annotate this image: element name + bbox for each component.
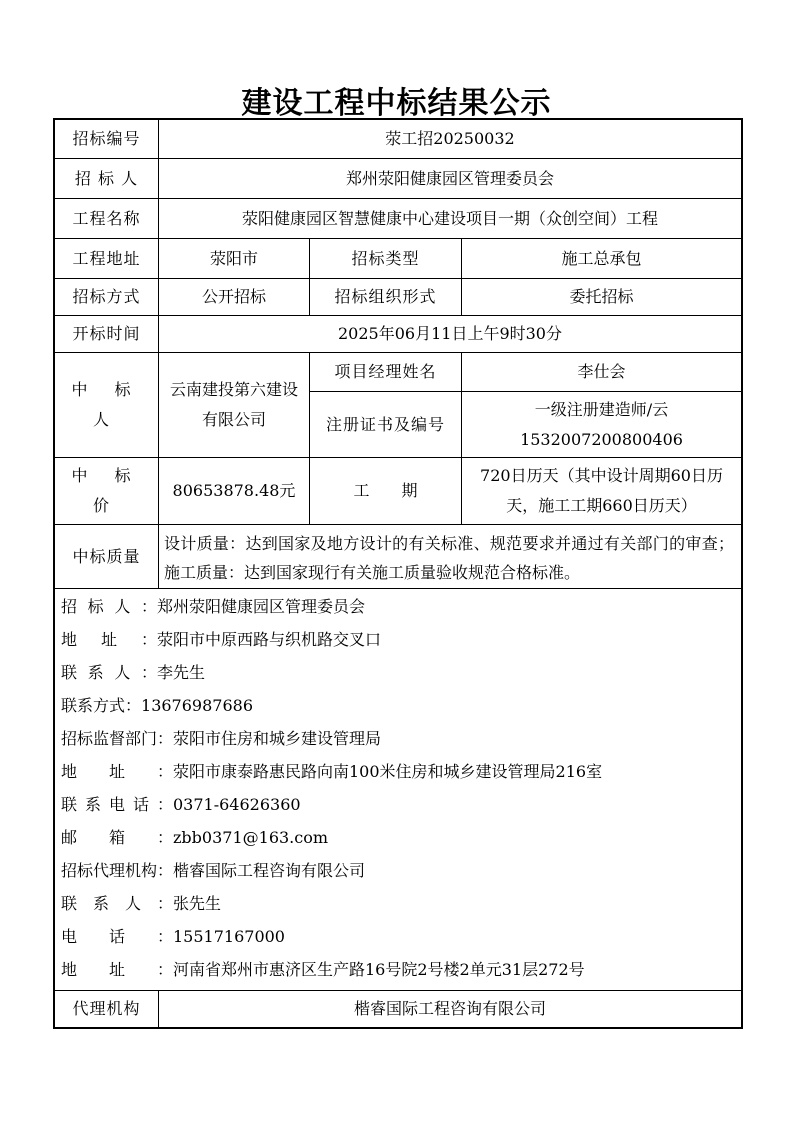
contact-row <box>61 689 737 722</box>
contact-row <box>61 590 737 623</box>
bid-type: 施工总承包 <box>561 248 642 268</box>
open-time-label: 开标时间 <box>72 324 141 343</box>
contact-row <box>61 920 737 953</box>
contact-row <box>61 953 737 986</box>
project-address: 荥阳市 <box>209 248 258 268</box>
price-label: 中 标 价 <box>71 466 142 515</box>
contact-row <box>61 854 737 887</box>
contact-value: 郑州荥阳健康园区管理委员会 <box>157 597 366 616</box>
contact-value: 李先生 <box>157 663 206 682</box>
contact-key: 联 系 人 ： <box>61 663 157 682</box>
award-table <box>53 118 743 1029</box>
contact-value: zbb0371@163.com <box>173 828 329 847</box>
bid-no-label: 招标编号 <box>72 129 141 148</box>
bid-price: 80653878.48元 <box>172 481 296 500</box>
contact-value: 荥阳市住房和城乡建设管理局 <box>173 729 382 748</box>
agency: 楷睿国际工程咨询有限公司 <box>353 999 546 1018</box>
tenderer: 郑州荥阳健康园区管理委员会 <box>345 168 554 188</box>
contact-key: 招标监督部门： <box>61 729 174 748</box>
contact-row <box>61 821 737 854</box>
contact-value: 0371-64626360 <box>173 795 301 814</box>
contact-key: 地 址 ： <box>61 630 157 649</box>
contact-key: 电 话 ： <box>61 927 173 946</box>
bid-type-label: 招标类型 <box>351 248 420 268</box>
pm-label: 项目经理姓名 <box>334 362 437 381</box>
contact-key: 联 系 人 ： <box>61 894 173 913</box>
bid-no: 荥工招20250032 <box>385 129 515 148</box>
contact-row <box>61 656 737 689</box>
contact-key: 联系方式： <box>61 696 142 715</box>
period-label: 工 期 <box>353 481 418 500</box>
page-title: 建设工程中标结果公示 <box>241 86 552 121</box>
contact-key: 联 系 电 话 ： <box>61 795 173 814</box>
contact-value: 张先生 <box>173 894 222 913</box>
contact-key: 招标代理机构： <box>61 861 174 880</box>
agency-label: 代理机构 <box>72 999 141 1018</box>
project-name: 荥阳健康园区智慧健康中心建设项目一期（众创空间）工程 <box>241 208 658 228</box>
quality-text: 设计质量：达到国家及地方设计的有关标准、规范要求并通过有关部门的审查；施工质量：达到国家现行有关施工质量验收规范合格标准。 <box>164 534 734 582</box>
contact-row <box>61 722 737 755</box>
contact-key: 招 标 人 ： <box>61 597 157 616</box>
org-form: 委托招标 <box>569 287 634 306</box>
contact-value: 楷睿国际工程咨询有限公司 <box>173 861 366 880</box>
contact-value: 荥阳市康泰路惠民路向南100米住房和城乡建设管理局216室 <box>173 762 603 781</box>
tenderer-label: 招 标 人 <box>74 168 139 188</box>
address-label: 工程地址 <box>72 248 141 268</box>
contact-row <box>61 755 737 788</box>
contact-key: 地 址 ： <box>61 762 173 781</box>
bid-method: 公开招标 <box>201 287 266 306</box>
contact-key: 邮 箱 ： <box>61 828 173 847</box>
contact-value: 15517167000 <box>173 927 285 946</box>
contact-value: 荥阳市中原西路与织机路交叉口 <box>157 630 382 649</box>
construction-period: 720日历天（其中设计周期60日历天，施工工期660日历天） <box>480 466 723 515</box>
winner: 云南建投第六建设有限公司 <box>169 380 298 429</box>
method-label: 招标方式 <box>72 287 141 306</box>
contact-row <box>61 887 737 920</box>
project-name-label: 工程名称 <box>72 208 141 228</box>
contact-row <box>61 788 737 821</box>
cert-label: 注册证书及编号 <box>325 414 445 434</box>
contact-key: 地 址 ： <box>61 960 173 979</box>
quality-label: 中标质量 <box>72 546 141 566</box>
contact-row <box>61 623 737 656</box>
contact-info <box>61 590 737 986</box>
contact-value: 13676987686 <box>141 696 253 715</box>
certificate: 一级注册建造师/云1532007200800406 <box>520 399 683 449</box>
project-manager: 李仕会 <box>577 362 626 381</box>
org-form-label: 招标组织形式 <box>334 287 437 306</box>
winner-label: 中 标 人 <box>71 380 142 429</box>
open-time: 2025年06月11日上午9时30分 <box>338 324 562 343</box>
contact-value: 河南省郑州市惠济区生产路16号院2号楼2单元31层272号 <box>173 960 585 979</box>
